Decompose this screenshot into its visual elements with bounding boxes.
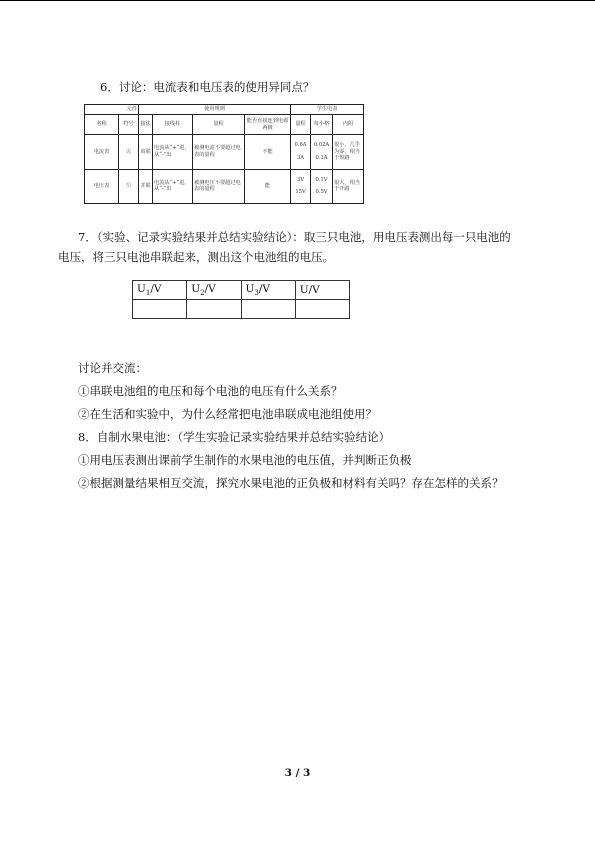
discussion-item-2: ②在生活和实验中，为什么经常把电池串联成电池组使用？: [78, 407, 377, 421]
table-row: [85, 135, 364, 170]
question-8: 8．自制水果电池：（学生实验记录实验结果并总结实验结论）: [78, 430, 391, 444]
row-resistance: 很大，相当于开路: [333, 169, 364, 204]
row-terminal: 电流从“+”进，从“-”出: [153, 169, 193, 204]
row-resistance: 很小，几乎为零，相当于短路: [333, 135, 364, 170]
row-per-division: 0.1V 0.5V: [311, 169, 333, 204]
row-terminal: 电流从“+”进，从“-”出: [153, 135, 193, 170]
table-row: [85, 169, 364, 204]
question-7-line-1: 7．（实验、记录实验结果并总结实验结论）：取三只电池，用电压表测出每一只电池的: [78, 230, 511, 244]
discussion-item-1: ①串联电池组的电压和每个电池的电压有什么关系？: [78, 384, 343, 398]
header-component: 元件: [85, 105, 139, 115]
cell-u-total-value: [295, 300, 349, 319]
header-terminal: 接线柱: [153, 115, 193, 135]
voltmeter-symbol-icon: Ⓥ: [119, 169, 139, 204]
row-connect: 串联: [139, 135, 153, 170]
row-name: 电压表: [85, 169, 119, 204]
question-6: 6．讨论：电流表和电压表的使用异同点？: [100, 80, 315, 94]
header-u1: $U_1/V$: [133, 281, 187, 300]
ammeter-symbol-icon: Ⓐ: [119, 135, 139, 170]
table-row: [133, 281, 350, 300]
voltage-record-table: [132, 280, 350, 319]
ammeter-voltmeter-comparison-table: [84, 104, 364, 204]
row-range: 被测电压不要超过电表的量程: [193, 169, 245, 204]
header-u3: $U_3/V$: [241, 281, 295, 300]
header-range: 量程: [193, 115, 245, 135]
cell-u2-value: [187, 300, 241, 319]
row-meter-range: 0.6A 3A: [291, 135, 311, 170]
header-u2: $U_2/V$: [187, 281, 241, 300]
question-8-item-2: ②根据测量结果相互交流，探究水果电池的正负极和材料有关吗？存在怎样的关系？: [78, 476, 504, 490]
discussion-title: 讨论并交流：: [78, 361, 147, 375]
top-rule: [0, 0, 595, 1]
header-resistance: 内阻: [333, 115, 364, 135]
cell-u3-value: [241, 300, 295, 319]
row-meter-range: 3V 15V: [291, 169, 311, 204]
cell-u1-value: [133, 300, 187, 319]
row-per-division: 0.02A 0.1A: [311, 135, 333, 170]
row-range: 被测电流不要超过电表的量程: [193, 135, 245, 170]
row-connect: 并联: [139, 169, 153, 204]
header-connect: 接法: [139, 115, 153, 135]
header-student-meter: 学生电表: [291, 105, 364, 115]
row-direct: 能: [245, 169, 291, 204]
header-u-total: U/V: [295, 281, 349, 300]
table-row: [133, 300, 350, 319]
question-7-line-2: 电压，将三只电池串联起来，测出这个电池组的电压。: [58, 250, 334, 264]
row-name: 电流表: [85, 135, 119, 170]
row-direct: 不能: [245, 135, 291, 170]
header-direct: 能否直接连到电源两极: [245, 115, 291, 135]
question-8-item-1: ①用电压表测出课前学生制作的水果电池的电压值，并判断正负极: [78, 453, 412, 467]
header-name: 名称: [85, 115, 119, 135]
header-meter-range: 量程: [291, 115, 311, 135]
page-number: 3 / 3: [284, 767, 311, 779]
header-rules: 使用规则: [139, 105, 291, 115]
header-per-division: 每小格: [311, 115, 333, 135]
header-symbol: 符号: [119, 115, 139, 135]
